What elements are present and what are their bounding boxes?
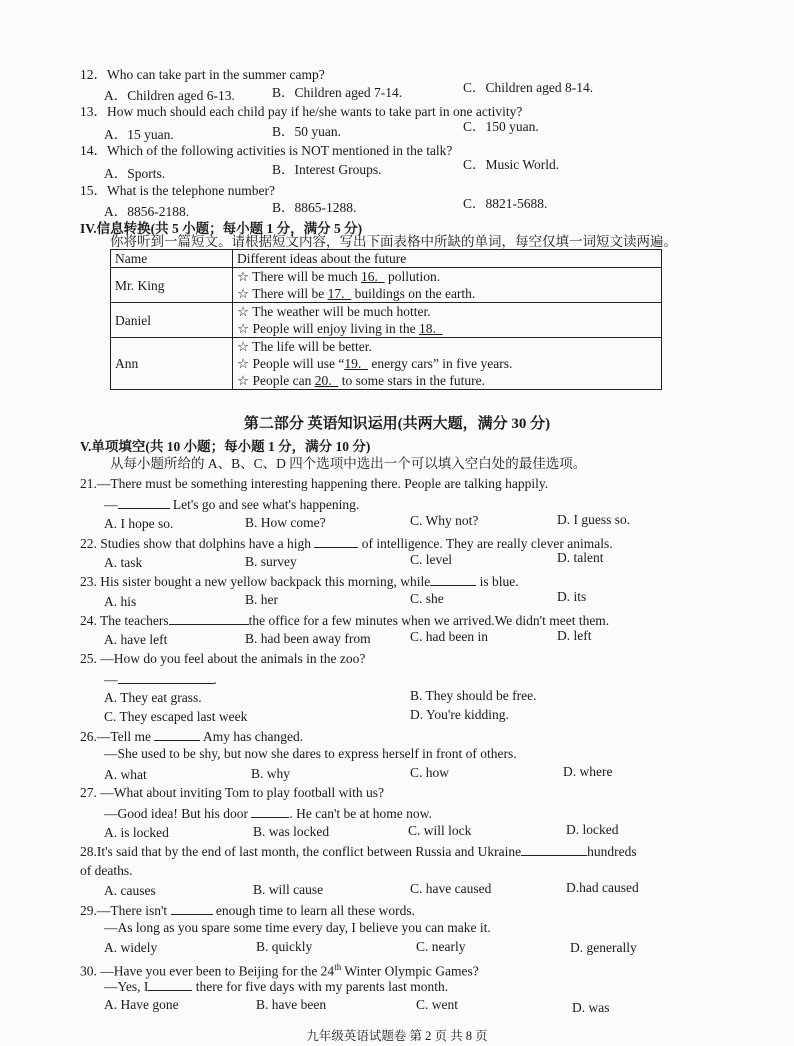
question-29-line1: 29.—There isn't enough time to learn all these words. [80,903,415,918]
header-name: Name [111,250,233,268]
option-a: A. They eat grass. [104,690,202,705]
question-13-stem: 13．How much should each child pay if he/she wants to take part in one activity? [80,104,523,119]
row-name: Daniel [111,303,233,338]
option-a: A. what [104,767,147,782]
option-c: C. level [410,552,452,567]
option-d: D. You're kidding. [410,707,509,722]
answer-blank[interactable] [169,612,249,625]
answer-blank[interactable] [148,978,192,991]
option-a: A. Have gone [104,997,179,1012]
answer-blank[interactable] [171,902,213,915]
option-b: B. quickly [256,939,313,954]
option-b: B. her [245,592,278,607]
option-d: D. left [557,628,592,643]
option-b: B. will cause [253,882,324,897]
question-15-stem: 15．What is the telephone number? [80,183,275,198]
option-a: A．8856-2188. [104,204,190,219]
option-b: B．8865-1288. [272,200,357,215]
option-c: C. have caused [410,881,492,896]
option-c: C．Music World. [463,157,560,172]
question-26-line1: 26.—Tell me Amy has changed. [80,729,304,744]
table-header-row [111,250,662,268]
blank-18[interactable]: 18. [418,321,436,336]
question-30-line1: 30. —Have you ever been to Beijing for the 24th Winter Olympic Games? [80,962,479,979]
option-b: B. How come? [245,515,326,530]
option-d: D. locked [566,822,619,837]
info-table [110,249,662,390]
option-c: C. went [416,997,458,1012]
question-30-line2: —Yes, I there for five days with my parents last month. [104,979,449,994]
option-d: D. I guess so. [557,512,631,527]
question-25-line1: 25. —How do you feel about the animals in the zoo? [80,651,366,666]
option-c: C．150 yuan. [463,119,539,134]
row-ideas: ☆ The life will be better. ☆ People will use “19. energy cars” in five years. ☆ People can 20. to some stars in the future. [233,338,662,390]
option-c: C. will lock [408,823,472,838]
option-b: B. have been [256,997,327,1012]
option-d: D. where [563,764,613,779]
question-22-stem: 22. Studies show that dolphins have a high of intelligence. They are really clever animals. [80,536,613,551]
section-4-title: IV.信息转换(共 5 小题；每小题 1 分，满分 5 分) [80,221,363,236]
section-4-instruction: 你将听到一篇短文。请根据短文内容，写出下面表格中所缺的单词，每空仅填一词短文读两遍。 [110,234,677,249]
option-b: B. They should be free. [410,688,537,703]
blank-16[interactable]: 16. [360,269,378,284]
option-d: D. talent [557,550,604,565]
option-a: A. have left [104,632,168,647]
option-a: A．Children aged 6-13. [104,88,235,103]
question-24-stem: 24. The teachers the office for a few minutes when we arrived.We didn't meet them. [80,613,610,628]
answer-blank[interactable] [154,728,200,741]
question-25-line2: — . [104,672,217,687]
option-a: A．Sports. [104,166,166,181]
question-14-stem: 14．Which of the following activities is NOT mentioned in the talk? [80,143,453,158]
blank-17[interactable]: 17. [327,286,345,301]
option-b: B. survey [245,554,297,569]
option-b: B. was locked [253,824,330,839]
option-b: B．Children aged 7-14. [272,85,403,100]
option-a: A. I hope so. [104,516,174,531]
question-21-line2: — Let's go and see what's happening. [104,497,360,512]
row-ideas: ☆ There will be much 16. pollution. ☆ There will be 17. buildings on the earth. [233,268,662,303]
option-b: B. why [251,766,291,781]
option-a: A．15 yuan. [104,127,174,142]
option-d: D.had caused [566,880,639,895]
blank-19[interactable]: 19. [344,356,362,371]
option-c: C. had been in [410,629,488,644]
option-c: C. nearly [416,939,466,954]
row-name: Ann [111,338,233,390]
question-29-line2: —As long as you spare some time every day, I believe you can make it. [104,920,491,935]
answer-blank[interactable] [118,671,214,684]
question-28-line2: of deaths. [80,863,133,878]
table-row [111,338,662,390]
option-b: B. had been away from [245,631,371,646]
blank-20[interactable]: 20. [314,373,332,388]
option-c: C. They escaped last week [104,709,248,724]
question-21-line1: 21.—There must be something interesting happening there. People are talking happily. [80,476,549,491]
part-2-title: 第二部分 英语知识运用(共两大题，满分 30 分) [243,416,551,432]
section-5-instruction: 从每小题所给的 A、B、C、D 四个选项中选出一个可以填入空白处的最佳选项。 [110,456,587,471]
table-row [111,303,662,338]
answer-blank[interactable] [251,805,289,818]
question-28-line1: 28.It's said that by the end of last month, the conflict between Russia and Ukraine hundreds [80,844,637,859]
option-d: D. was [572,1000,610,1015]
option-c: C. how [410,765,450,780]
option-c: C．8821-5688. [463,196,548,211]
answer-blank[interactable] [118,496,170,509]
option-c: C．Children aged 8-14. [463,80,594,95]
question-12-stem: 12．Who can take part in the summer camp? [80,67,325,82]
option-a: A. is locked [104,825,169,840]
question-27-line2: —Good idea! But his door . He can't be at home now. [104,806,432,821]
option-a: A. widely [104,940,158,955]
page-footer: 九年级英语试题卷 第 2 页 共 8 页 [306,1029,488,1043]
question-27-line1: 27. —What about inviting Tom to play football with us? [80,785,385,800]
header-ideas: Different ideas about the future [233,250,662,268]
option-d: D. its [557,589,587,604]
option-a: A. causes [104,883,156,898]
option-c: C. Why not? [410,513,479,528]
row-name: Mr. King [111,268,233,303]
answer-blank[interactable] [314,535,358,548]
section-5-title: V.单项填空(共 10 小题；每小题 1 分，满分 10 分) [80,439,371,454]
question-26-line2: —She used to be shy, but now she dares to express herself in front of others. [104,746,517,761]
row-ideas: ☆ The weather will be much hotter. ☆ People will enjoy living in the 18. [233,303,662,338]
option-b: B．Interest Groups. [272,162,382,177]
question-23-stem: 23. His sister bought a new yellow backpack this morning, while is blue. [80,574,519,589]
answer-blank[interactable] [521,843,587,856]
option-d: D. generally [570,940,637,955]
option-b: B．50 yuan. [272,124,341,139]
option-a: A. his [104,594,137,609]
option-a: A. task [104,555,143,570]
table-row [111,268,662,303]
answer-blank[interactable] [430,573,476,586]
option-c: C. she [410,591,444,606]
